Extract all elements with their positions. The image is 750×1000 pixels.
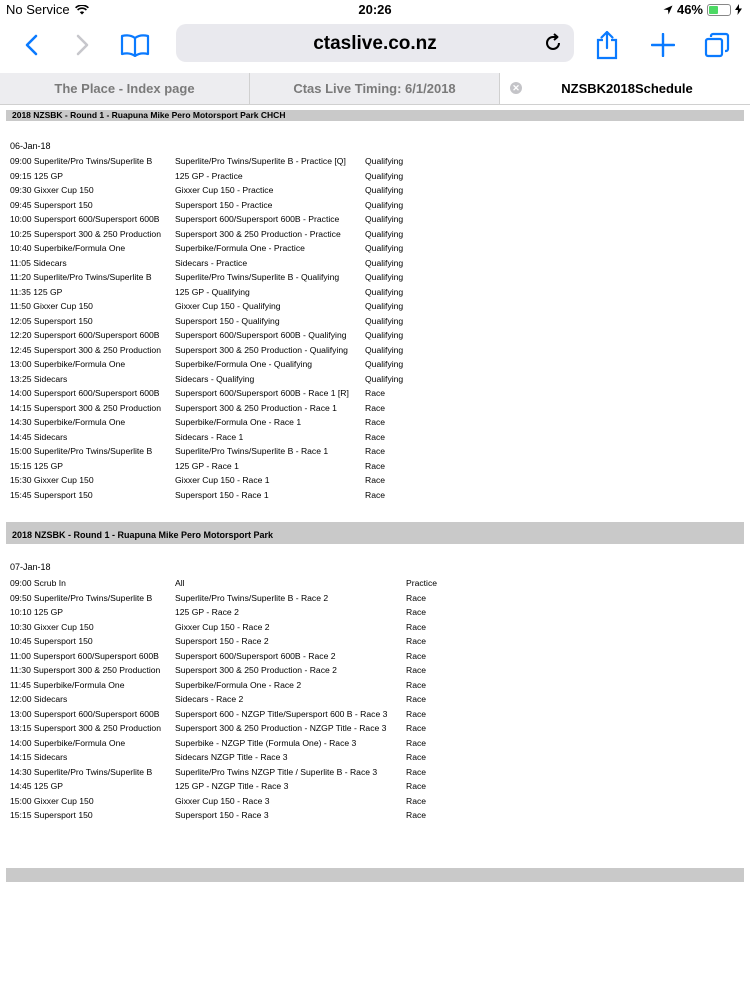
schedule-event-cell: Superlite/Pro Twins/Superlite B - Race 1 — [175, 446, 329, 457]
close-tab-icon[interactable]: ✕ — [510, 82, 522, 94]
schedule-time-cell: 09:00 Superlite/Pro Twins/Superlite B — [10, 156, 153, 167]
schedule-row — [10, 459, 425, 474]
schedule-event-cell: Supersport 600/Supersport 600B - Qualifying — [175, 330, 347, 341]
schedule-type-cell: Race — [365, 475, 386, 486]
schedule-type-cell: Race — [365, 489, 386, 500]
schedule-time-cell: 14:30 Superlite/Pro Twins/Superlite B — [10, 766, 153, 777]
share-icon — [595, 30, 619, 60]
tab-label: The Place - Index page — [54, 81, 195, 96]
schedule-type-cell: Race — [406, 621, 427, 632]
schedule-row — [10, 270, 425, 285]
schedule-row — [10, 692, 466, 707]
browser-toolbar — [0, 20, 750, 72]
schedule-row — [10, 430, 425, 445]
schedule-type-cell: Race — [406, 810, 427, 821]
schedule-time-cell: 11:30 Supersport 300 & 250 Production — [10, 665, 161, 676]
schedule-type-cell: Race — [365, 402, 386, 413]
schedule-time-cell: 10:00 Supersport 600/Supersport 600B — [10, 214, 160, 225]
schedule-time-cell: 15:15 125 GP — [10, 460, 64, 471]
schedule-event-cell: Gixxer Cup 150 - Race 2 — [175, 621, 270, 632]
schedule-time-cell: 12:45 Supersport 300 & 250 Production — [10, 344, 161, 355]
schedule-time-cell: 15:30 Gixxer Cup 150 — [10, 475, 94, 486]
schedule-type-cell: Race — [406, 592, 427, 603]
status-right — [663, 2, 742, 17]
schedule-row — [10, 386, 425, 401]
chevron-right-icon — [76, 34, 90, 56]
schedule-type-cell: Qualifying — [365, 199, 404, 210]
schedule-time-cell: 09:15 125 GP — [10, 170, 64, 181]
tab-schedule[interactable] — [500, 73, 750, 104]
schedule-row — [10, 241, 425, 256]
schedule-time-cell: 15:00 Superlite/Pro Twins/Superlite B — [10, 446, 153, 457]
schedule-time-cell: 09:45 Supersport 150 — [10, 199, 93, 210]
schedule-event-cell: Superbike/Formula One - Race 1 — [175, 417, 302, 428]
schedule-row — [10, 736, 466, 751]
schedule-event-cell: Supersport 150 - Practice — [175, 199, 273, 210]
schedule-event-cell: Superlite/Pro Twins/Superlite B - Qualifying — [175, 272, 340, 283]
schedule-type-cell: Qualifying — [365, 344, 404, 355]
schedule-type-cell: Qualifying — [365, 257, 404, 268]
schedule-event-cell: Supersport 300 & 250 Production - Qualifying — [175, 344, 348, 355]
schedule-event-cell: Supersport 300 & 250 Production - NZGP Title - Race 3 — [175, 723, 387, 734]
schedule-row — [10, 794, 466, 809]
schedule-row — [10, 663, 466, 678]
schedule-type-cell: Qualifying — [365, 272, 404, 283]
schedule-event-cell: Supersport 600/Supersport 600B - Race 2 — [175, 650, 336, 661]
schedule-time-cell: 10:45 Supersport 150 — [10, 636, 93, 647]
schedule-type-cell: Race — [406, 607, 427, 618]
schedule-row — [10, 285, 425, 300]
schedule-row — [10, 343, 425, 358]
schedule-type-cell: Race — [406, 723, 427, 734]
schedule-type-cell: Race — [406, 781, 427, 792]
tab-bar — [0, 73, 750, 105]
schedule-row — [10, 634, 466, 649]
schedule-type-cell: Qualifying — [365, 359, 404, 370]
back-button[interactable] — [14, 28, 48, 62]
schedule-row — [10, 328, 425, 343]
schedule-type-cell: Race — [406, 665, 427, 676]
schedule-event-cell: Superlite/Pro Twins/Superlite B - Practice [Q] — [175, 156, 346, 167]
schedule-event-cell: Superlite/Pro Twins NZGP Title / Superlite B - Race 3 — [175, 766, 378, 777]
schedule-type-cell: Qualifying — [365, 156, 404, 167]
schedule-time-cell: 13:00 Superbike/Formula One — [10, 359, 126, 370]
schedule-row — [10, 620, 466, 635]
schedule-event-cell: Supersport 300 & 250 Production - Race 1 — [175, 402, 337, 413]
schedule-time-cell: 14:15 Supersport 300 & 250 Production — [10, 402, 161, 413]
schedule-row — [10, 183, 425, 198]
schedule-time-cell: 15:00 Gixxer Cup 150 — [10, 795, 94, 806]
schedule-row — [10, 605, 466, 620]
schedule-time-cell: 13:25 Sidecars — [10, 373, 68, 384]
schedule-time-cell: 11:45 Superbike/Formula One — [10, 679, 125, 690]
schedule-type-cell: Qualifying — [365, 214, 404, 225]
schedule-type-cell: Race — [406, 636, 427, 647]
schedule-type-cell: Race — [406, 650, 427, 661]
schedule-event-cell: Sidecars - Practice — [175, 257, 248, 268]
schedule-time-cell: 11:05 Sidecars — [10, 257, 67, 268]
schedule-row — [10, 415, 425, 430]
schedule-type-cell: Race — [406, 752, 427, 763]
schedule-time-cell: 14:15 Sidecars — [10, 752, 68, 763]
schedule-event-cell: Superbike/Formula One - Race 2 — [175, 679, 302, 690]
schedule-time-cell: 14:45 Sidecars — [10, 431, 68, 442]
schedule-time-cell: 10:10 125 GP — [10, 607, 64, 618]
schedule-type-cell: Race — [365, 431, 386, 442]
url-text: ctaslive.co.nz — [313, 33, 437, 54]
schedule-time-cell: 09:30 Gixxer Cup 150 — [10, 185, 94, 196]
tab-live-timing[interactable] — [250, 73, 500, 104]
new-tab-button[interactable] — [646, 28, 680, 62]
tab-label: Ctas Live Timing: 6/1/2018 — [293, 81, 456, 96]
schedule-row — [10, 444, 425, 459]
schedule-time-cell: 15:15 Supersport 150 — [10, 810, 93, 821]
schedule-type-cell: Qualifying — [365, 330, 404, 341]
schedule-time-cell: 10:30 Gixxer Cup 150 — [10, 621, 94, 632]
schedule-event-cell: Supersport 600 - NZGP Title/Supersport 600 B - Race 3 — [175, 708, 388, 719]
day1-header: 2018 NZSBK - Round 1 - Ruapuna Mike Pero Motorsport Park CHCH — [6, 110, 744, 121]
schedule-type-cell: Race — [406, 737, 427, 748]
schedule-event-cell: Supersport 150 - Qualifying — [175, 315, 280, 326]
schedule-event-cell: Superbike - NZGP Title (Formula One) - Race 3 — [175, 737, 357, 748]
schedule-type-cell: Qualifying — [365, 228, 404, 239]
schedule-row — [10, 765, 466, 780]
schedule-type-cell: Qualifying — [365, 170, 404, 181]
schedule-event-cell: 125 GP - Race 2 — [175, 607, 239, 618]
schedule-type-cell: Qualifying — [365, 243, 404, 254]
schedule-event-cell: Superbike/Formula One - Practice — [175, 243, 305, 254]
schedule-event-cell: Superlite/Pro Twins/Superlite B - Race 2 — [175, 592, 329, 603]
schedule-time-cell: 12:00 Sidecars — [10, 694, 68, 705]
schedule-event-cell: 125 GP - NZGP Title - Race 3 — [175, 781, 289, 792]
schedule-type-cell: Race — [406, 694, 427, 705]
schedule-row — [10, 707, 466, 722]
schedule-row — [10, 576, 466, 591]
schedule-row — [10, 401, 425, 416]
schedule-time-cell: 11:35 125 GP — [10, 286, 63, 297]
schedule-event-cell: Supersport 150 - Race 1 — [175, 489, 269, 500]
schedule-event-cell: Supersport 150 - Race 2 — [175, 636, 269, 647]
tabs-overview-button[interactable] — [700, 28, 734, 62]
schedule-time-cell: 09:00 Scrub In — [10, 578, 66, 589]
schedule-time-cell: 11:00 Supersport 600/Supersport 600B — [10, 650, 159, 661]
schedule-event-cell: All — [175, 578, 185, 589]
schedule-time-cell: 09:50 Superlite/Pro Twins/Superlite B — [10, 592, 153, 603]
schedule-row — [10, 678, 466, 693]
schedule-time-cell: 14:30 Superbike/Formula One — [10, 417, 126, 428]
schedule-row — [10, 299, 425, 314]
schedule-row — [10, 372, 425, 387]
schedule-time-cell: 12:20 Supersport 600/Supersport 600B — [10, 330, 160, 341]
schedule-row — [10, 779, 466, 794]
schedule-type-cell: Qualifying — [365, 301, 404, 312]
schedule-time-cell: 13:00 Supersport 600/Supersport 600B — [10, 708, 160, 719]
schedule-row — [10, 488, 425, 503]
schedule-time-cell: 10:25 Supersport 300 & 250 Production — [10, 228, 161, 239]
address-bar[interactable] — [176, 24, 574, 62]
schedule-row — [10, 212, 425, 227]
schedule-event-cell: Gixxer Cup 150 - Qualifying — [175, 301, 281, 312]
schedule-type-cell: Race — [365, 460, 386, 471]
tab-label: NZSBK2018Schedule — [561, 81, 693, 96]
schedule-event-cell: Supersport 300 & 250 Production - Practice — [175, 228, 341, 239]
chevron-left-icon — [24, 34, 38, 56]
schedule-row — [10, 357, 425, 372]
tabs-icon — [704, 32, 730, 58]
battery-percent: 46% — [676, 2, 703, 17]
schedule-event-cell: Sidecars - Race 1 — [175, 431, 244, 442]
schedule-type-cell: Practice — [406, 578, 438, 589]
schedule-event-cell: Supersport 300 & 250 Production - Race 2 — [175, 665, 337, 676]
schedule-time-cell: 11:50 Gixxer Cup 150 — [10, 301, 93, 312]
schedule-type-cell: Race — [406, 795, 427, 806]
schedule-event-cell: 125 GP - Practice — [175, 170, 243, 181]
schedule-row — [10, 649, 466, 664]
schedule-event-cell: Sidecars - Race 2 — [175, 694, 244, 705]
schedule-event-cell: Sidecars - Qualifying — [175, 373, 255, 384]
schedule-time-cell: 12:05 Supersport 150 — [10, 315, 93, 326]
carrier-label: No Service — [6, 2, 70, 17]
schedule-event-cell: Sidecars NZGP Title - Race 3 — [175, 752, 288, 763]
schedule-type-cell: Race — [365, 417, 386, 428]
schedule-row — [10, 154, 425, 169]
day2-schedule-table — [10, 576, 466, 823]
schedule-row — [10, 591, 466, 606]
schedule-row — [10, 314, 425, 329]
schedule-type-cell: Qualifying — [365, 286, 404, 297]
location-arrow-icon — [663, 5, 673, 15]
schedule-event-cell: Gixxer Cup 150 - Practice — [175, 185, 274, 196]
schedule-event-cell: Supersport 600/Supersport 600B - Practice — [175, 214, 340, 225]
schedule-row — [10, 721, 466, 736]
schedule-time-cell: 13:15 Supersport 300 & 250 Production — [10, 723, 161, 734]
day2-date: 07-Jan-18 — [10, 562, 51, 572]
reload-icon[interactable] — [542, 32, 564, 54]
schedule-row — [10, 808, 466, 823]
schedule-event-cell: Superbike/Formula One - Qualifying — [175, 359, 313, 370]
schedule-event-cell: 125 GP - Qualifying — [175, 286, 250, 297]
charging-bolt-icon — [735, 4, 742, 15]
schedule-row — [10, 169, 425, 184]
tab-index-page[interactable] — [0, 73, 250, 104]
battery-fill — [709, 6, 718, 14]
battery-icon — [707, 4, 731, 16]
book-icon — [120, 33, 150, 57]
schedule-type-cell: Race — [406, 679, 427, 690]
schedule-row — [10, 227, 425, 242]
schedule-row — [10, 198, 425, 213]
schedule-event-cell: 125 GP - Race 1 — [175, 460, 239, 471]
schedule-time-cell: 14:45 125 GP — [10, 781, 64, 792]
forward-button[interactable] — [66, 28, 100, 62]
schedule-time-cell: 11:20 Superlite/Pro Twins/Superlite B — [10, 272, 152, 283]
day1-date: 06-Jan-18 — [10, 141, 51, 151]
schedule-time-cell: 10:40 Superbike/Formula One — [10, 243, 126, 254]
schedule-event-cell: Gixxer Cup 150 - Race 1 — [175, 475, 270, 486]
footer-bar — [6, 868, 744, 882]
schedule-event-cell: Gixxer Cup 150 - Race 3 — [175, 795, 270, 806]
bookmarks-button[interactable] — [118, 28, 152, 62]
clock: 20:26 — [358, 2, 392, 17]
schedule-type-cell: Qualifying — [365, 315, 404, 326]
schedule-type-cell: Race — [365, 388, 386, 399]
schedule-event-cell: Supersport 150 - Race 3 — [175, 810, 269, 821]
schedule-type-cell: Race — [406, 766, 427, 777]
schedule-type-cell: Qualifying — [365, 185, 404, 196]
schedule-type-cell: Race — [406, 708, 427, 719]
status-bar — [0, 0, 750, 20]
schedule-time-cell: 15:45 Supersport 150 — [10, 489, 93, 500]
schedule-time-cell: 14:00 Supersport 600/Supersport 600B — [10, 388, 160, 399]
schedule-row — [10, 750, 466, 765]
schedule-row — [10, 473, 425, 488]
schedule-row — [10, 256, 425, 271]
day1-schedule-table — [10, 154, 425, 502]
schedule-event-cell: Supersport 600/Supersport 600B - Race 1 [R] — [175, 388, 349, 399]
schedule-type-cell: Qualifying — [365, 373, 404, 384]
day2-header: 2018 NZSBK - Round 1 - Ruapuna Mike Pero Motorsport Park — [6, 522, 744, 544]
share-button[interactable] — [590, 28, 624, 62]
schedule-time-cell: 14:00 Superbike/Formula One — [10, 737, 126, 748]
schedule-type-cell: Race — [365, 446, 386, 457]
plus-icon — [651, 33, 675, 57]
